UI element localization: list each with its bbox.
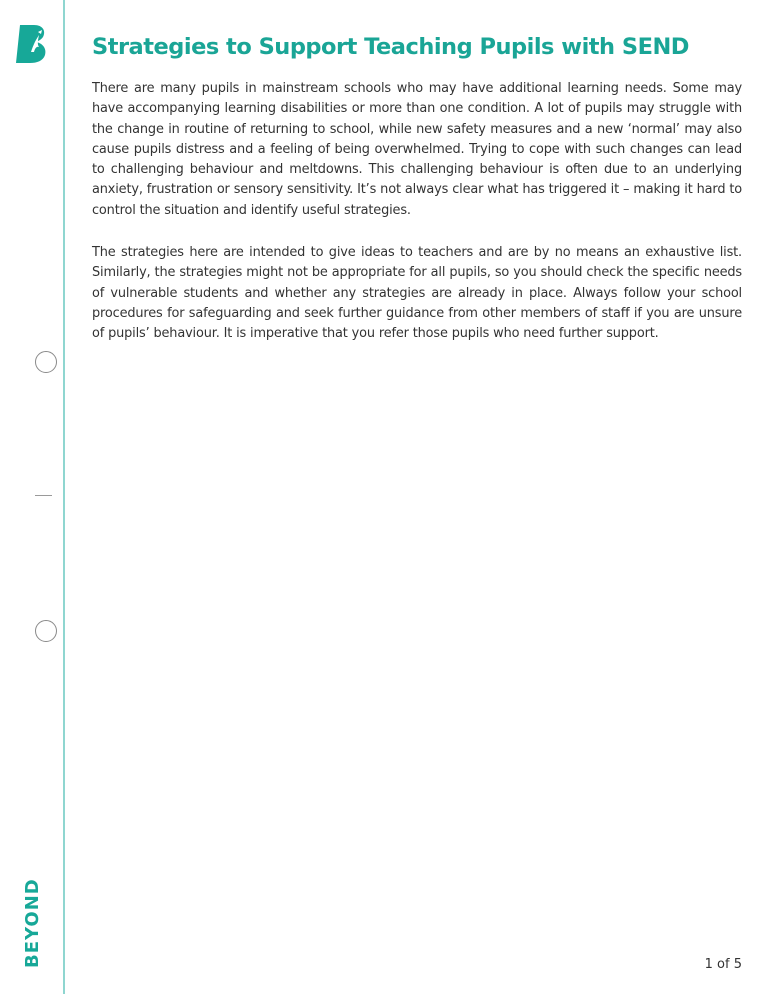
body-paragraph: There are many pupils in mainstream schools who may have additional learning needs. Some may have accompanying learning disabilities or more than one condition. A lot of pupils may struggle with the change in routine of returning to school, while new safety measures and a new ‘normal’ may also cause pupils distress and a feeling of being overwhelmed. Trying to cope with such changes can lead to challenging behaviour and meltdowns. This challenging behaviour is often due to an underlying anxiety, frustration or sensory sensitivity. It’s not always clear what has triggered it – making it hard to control the situation and identify useful strategies. bbox=[92, 81, 742, 218]
body-paragraph: The strategies here are intended to give ideas to teachers and are by no means an exhaustive list. Similarly, the strategies might not be appropriate for all pupils, so you should check the specific needs of vulnerable students and whether any strategies are already in place. Always follow your school procedures for safeguarding and seek further guidance from other members of staff if you are unsure of pupils’ behaviour. It is imperative that you refer those pupils who need further support. bbox=[92, 245, 742, 342]
brand-wordmark: BEYOND bbox=[22, 878, 43, 968]
page-title: Strategies to Support Teaching Pupils with SEND bbox=[92, 34, 689, 60]
punch-hole bbox=[35, 620, 57, 642]
margin-rule bbox=[63, 0, 65, 994]
beyond-logo-icon bbox=[16, 22, 50, 64]
punch-hole bbox=[35, 351, 57, 373]
fold-mark bbox=[35, 495, 52, 496]
page-number: 1 of 5 bbox=[704, 957, 742, 972]
